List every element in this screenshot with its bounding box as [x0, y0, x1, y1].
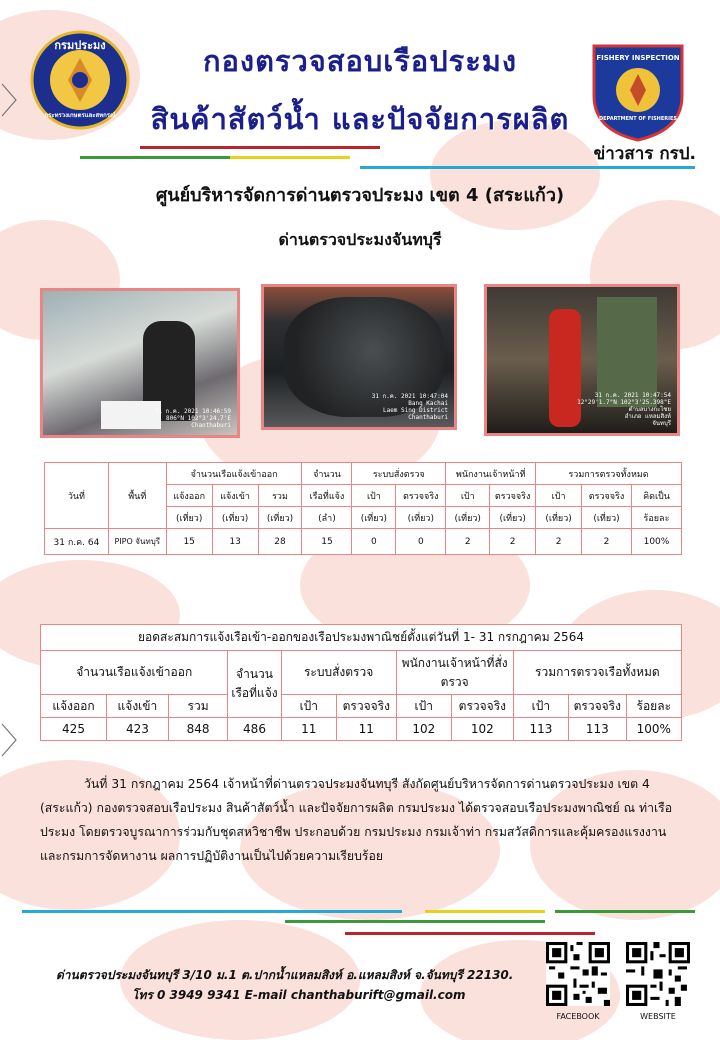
footer-address: ด่านตรวจประมงจันทบุรี 3/10 ม.1 ต.ปากน้ำแหลมสิงห์ อ.แหลมสิงห์ จ.จันทบุรี 22130. [56, 968, 514, 982]
cum-cell-tot-percent: 100% [626, 718, 681, 741]
cum-sub-in: แจ้งเข้า [107, 695, 169, 718]
daily-cell-sys-target: 0 [352, 529, 396, 555]
inspection-photo-2 [261, 284, 457, 430]
cum-grp-count: จำนวน เรือที่แจ้ง [228, 651, 281, 718]
divider-line [80, 156, 230, 159]
table-row [41, 718, 682, 741]
divider-line [22, 910, 402, 913]
daily-grp-count: จำนวน [302, 463, 352, 485]
daily-cell-sum: 28 [258, 529, 302, 555]
checkpoint-name: ด่านตรวจประมงจันทบุรี [278, 230, 442, 249]
header-title-line1: กองตรวจสอบเรือประมง [202, 44, 518, 78]
daily-sub-boats: เรือที่แจ้ง [302, 485, 352, 507]
website-qr-code[interactable] [626, 942, 690, 1006]
daily-unit: (เที่ยว) [582, 507, 632, 529]
daily-unit: (เที่ยว) [258, 507, 302, 529]
cum-cell-out: 425 [41, 718, 107, 741]
logo-text-top: FISHERY INSPECTION [596, 54, 680, 62]
table-row [45, 529, 682, 555]
cum-sub-sum: รวม [168, 695, 228, 718]
cum-sub-actual: ตรวจจริง [451, 695, 513, 718]
daily-unit: ร้อยละ [631, 507, 681, 529]
daily-sub-target: เป้า [536, 485, 582, 507]
daily-unit: (เที่ยว) [352, 507, 396, 529]
daily-unit: (เที่ยว) [396, 507, 446, 529]
daily-col-date: วันที่ [45, 463, 109, 529]
logo-text-bottom: กระทรวงเกษตรและสหกรณ์ [44, 112, 116, 119]
daily-cell-off-actual: 2 [490, 529, 536, 555]
body-paragraph: วันที่ 31 กรกฎาคม 2564 เจ้าหน้าที่ด่านตรวจประมงจันทบุรี สังกัดศูนย์บริหารจัดการด่านตรวจประมง เขต 4 (สระแก้ว) กองตรวจสอบเรือประมง สินค้าสัตว์น้ำ และปัจจัยการผลิต กรมประมง ได้ตรวจสอบเรือประมงพาณิชย์ ณ ท่าเรือประมง โดยตรวจบูรณาการร่วมกับชุดสหวิชาชีพ ประกอบด้วย กรมประมง กรมเจ้าท่า กรมสวัสดิการและคุ้มครองแรงงานและกรมการจัดหางาน ผลการปฏิบัติงานเป็นไปด้วยความเรียบร้อย [40, 777, 673, 863]
daily-unit: (เที่ยว) [536, 507, 582, 529]
cum-sub-actual: ตรวจจริง [569, 695, 626, 718]
daily-sub-percent-label: คิดเป็น [631, 485, 681, 507]
daily-cell-tot-percent: 100% [631, 529, 681, 555]
cumulative-table [40, 624, 682, 741]
daily-cell-date: 31 ก.ค. 64 [45, 529, 109, 555]
website-qr-label: WEBSITE [640, 1012, 676, 1021]
cum-grp-reports: จำนวนเรือแจ้งเข้าออก [41, 651, 228, 695]
daily-unit: (เที่ยว) [446, 507, 490, 529]
cum-cell-in: 423 [107, 718, 169, 741]
daily-unit: (เที่ยว) [490, 507, 536, 529]
cum-cell-off-actual: 102 [451, 718, 513, 741]
cum-grp-total: รวมการตรวจเรือทั้งหมด [513, 651, 681, 695]
divider-line [345, 932, 595, 935]
facebook-qr-label: FACEBOOK [556, 1012, 600, 1021]
daily-grp-system: ระบบสั่งตรวจ [352, 463, 446, 485]
cum-grp-officer: พนักงานเจ้าหน้าที่สั่ง ตรวจ [396, 651, 513, 695]
body-paragraph-container [40, 772, 680, 868]
daily-sub-actual: ตรวจจริง [582, 485, 632, 507]
logo-text-bottom: DEPARTMENT OF FISHERIES [598, 116, 677, 122]
daily-cell-boats: 15 [302, 529, 352, 555]
daily-cell-sys-actual: 0 [396, 529, 446, 555]
logo-text-top: กรมประมง [54, 39, 106, 52]
photo-timestamp: 31 ก.ค. 2021 10:46:59 806°N 102°3'24.7'E Chanthaburi [154, 408, 231, 429]
daily-unit: (เที่ยว) [166, 507, 212, 529]
daily-grp-reports: จำนวนเรือแจ้งเข้าออก [166, 463, 302, 485]
daily-sub-target: เป้า [446, 485, 490, 507]
daily-table [44, 462, 682, 555]
inspection-photo-3 [484, 284, 680, 436]
daily-sub-actual: ตรวจจริง [396, 485, 446, 507]
daily-unit: (ลำ) [302, 507, 352, 529]
cum-sub-actual: ตรวจจริง [336, 695, 396, 718]
cum-cell-tot-actual: 113 [569, 718, 626, 741]
daily-grp-officer: พนักงานเจ้าหน้าที่ [446, 463, 536, 485]
cum-cell-boats: 486 [228, 718, 281, 741]
chevron-right-icon [0, 720, 20, 760]
department-of-fisheries-logo [30, 30, 130, 130]
daily-cell-area: PIPO จันทบุรี [108, 529, 166, 555]
divider-line [555, 910, 695, 913]
daily-cell-in: 13 [212, 529, 258, 555]
photo-timestamp: 31 ก.ค. 2021 10:47:04 Bang Kachai Laem Sing District Chanthaburi [371, 393, 448, 421]
daily-sub-target: เป้า [352, 485, 396, 507]
news-label: ข่าวสาร กรป. [593, 144, 696, 164]
daily-cell-off-target: 2 [446, 529, 490, 555]
cum-cell-sys-actual: 11 [336, 718, 396, 741]
cum-cell-sys-target: 11 [281, 718, 336, 741]
cum-sub-target: เป้า [281, 695, 336, 718]
center-title: ศูนย์บริหารจัดการด่านตรวจประมง เขต 4 (สระแก้ว) [155, 185, 565, 206]
cum-sub-target: เป้า [396, 695, 451, 718]
daily-sub-out: แจ้งออก [166, 485, 212, 507]
daily-sub-sum: รวม [258, 485, 302, 507]
cum-sub-percent: ร้อยละ [626, 695, 681, 718]
cum-grp-system: ระบบสั่งตรวจ [281, 651, 396, 695]
daily-sub-in: แจ้งเข้า [212, 485, 258, 507]
footer-contact: โทร 0 3949 9341 E-mail chanthaburift@gmail.com [132, 988, 466, 1002]
daily-sub-actual: ตรวจจริง [490, 485, 536, 507]
divider-line [360, 166, 695, 169]
cum-sub-out: แจ้งออก [41, 695, 107, 718]
divider-line [230, 156, 350, 159]
chevron-right-icon [0, 80, 20, 120]
photo-timestamp: 31 ก.ค. 2021 10:47:54 12°29'1.7"N 102°3'25.398"E ตำบลบางกะไชย อำเภอ แหลมสิงห์ จันทบุรี [577, 392, 671, 427]
divider-line [285, 920, 545, 923]
divider-line [140, 146, 380, 149]
daily-cell-tot-actual: 2 [582, 529, 632, 555]
header-title-line2: สินค้าสัตว์น้ำ และปัจจัยการผลิต [150, 102, 570, 136]
facebook-qr-code[interactable] [546, 942, 610, 1006]
cum-sub-target: เป้า [513, 695, 568, 718]
daily-cell-tot-target: 2 [536, 529, 582, 555]
daily-cell-out: 15 [166, 529, 212, 555]
daily-col-area: พื้นที่ [108, 463, 166, 529]
daily-grp-total: รวมการตรวจทั้งหมด [536, 463, 682, 485]
cum-cell-off-target: 102 [396, 718, 451, 741]
fishery-inspection-logo [588, 38, 688, 142]
cum-cell-sum: 848 [168, 718, 228, 741]
cumulative-title: ยอดสะสมการแจ้งเรือเข้า-ออกของเรือประมงพาณิชย์ตั้งแต่วันที่ 1- 31 กรกฎาคม 2564 [41, 625, 682, 651]
divider-line [425, 910, 545, 913]
daily-unit: (เที่ยว) [212, 507, 258, 529]
inspection-photo-1 [40, 288, 240, 438]
cum-cell-tot-target: 113 [513, 718, 568, 741]
